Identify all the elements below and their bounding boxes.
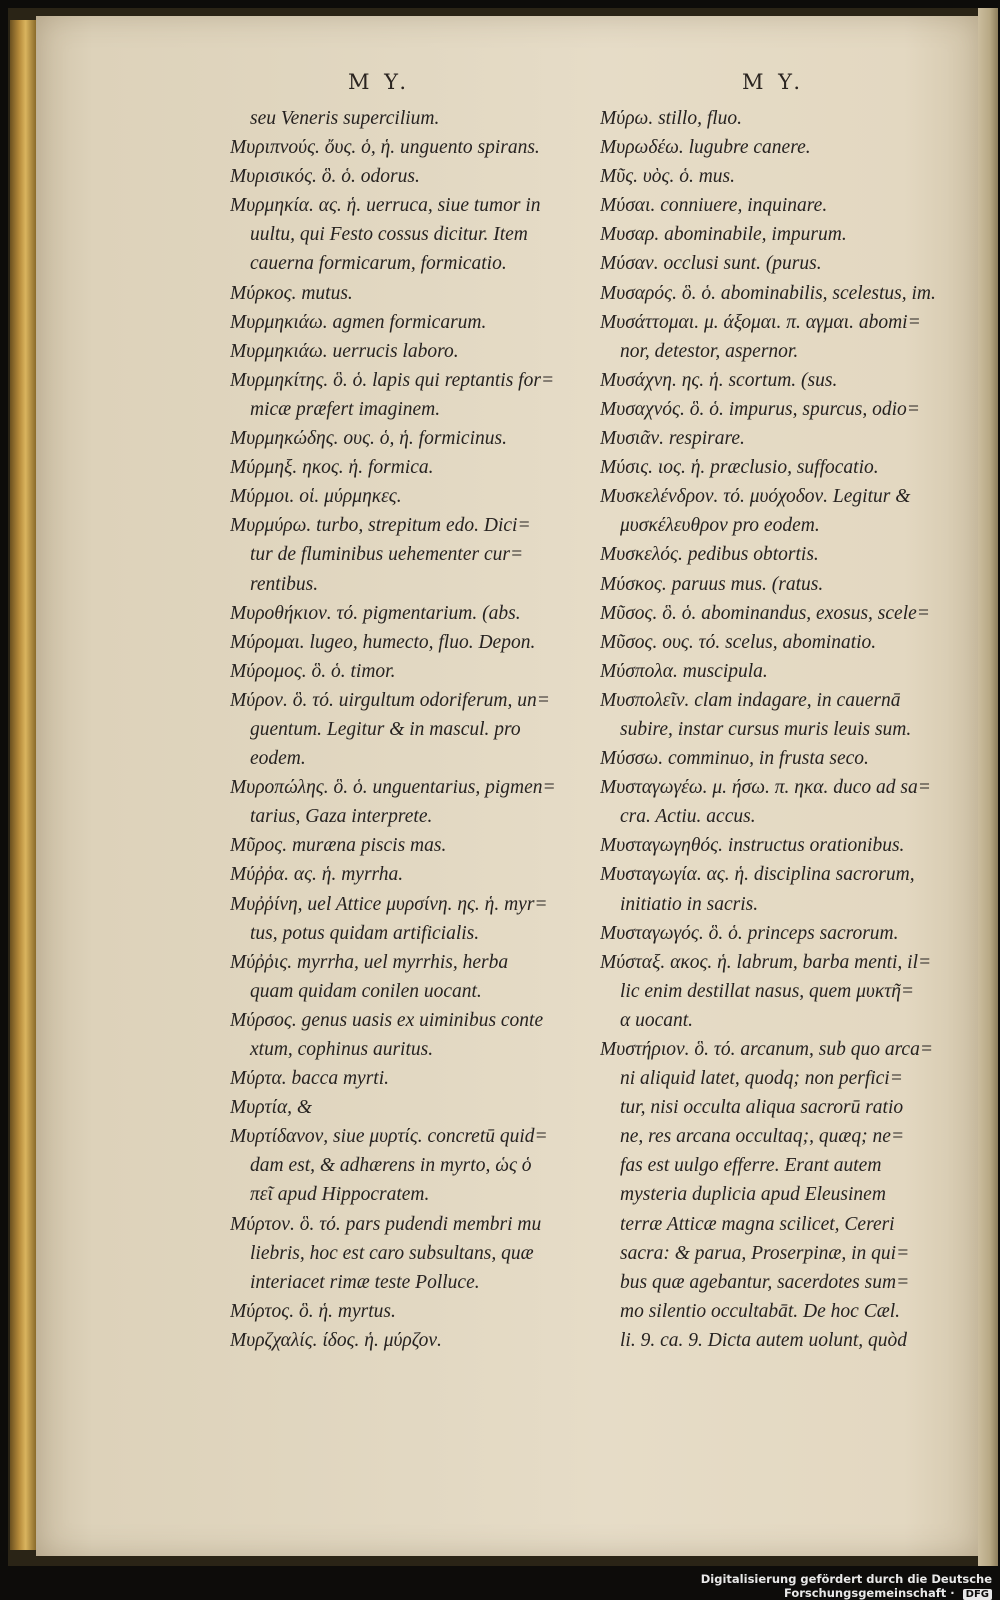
dictionary-line: Μύρσος. genus uasis ex uiminibus conte: [230, 1009, 544, 1031]
running-head-right: M Y.: [742, 70, 805, 94]
running-head-left: M Y.: [348, 70, 411, 94]
dictionary-line: Μυρμηκιάω. uerrucis laboro.: [230, 340, 459, 362]
dictionary-line: terræ Atticæ magna scilicet, Cereri: [620, 1213, 895, 1235]
dictionary-line: Μύσις. ιος. ἡ. præclusio, suffocatio.: [600, 457, 879, 479]
dictionary-line: initiatio in sacris.: [620, 893, 759, 915]
page-edge: [978, 8, 998, 1566]
dictionary-line: Μυριπνούς. ὄυς. ὁ, ἡ. unguento spirans.: [230, 137, 540, 159]
dictionary-line: lic enim destillat nasus, quem μυκτῆ=: [620, 980, 915, 1002]
dictionary-line: Μύσταξ. ακος. ἡ. labrum, barba menti, il=: [600, 951, 932, 973]
digitization-credit: Digitalisierung gefördert durch die Deutsche Forschungsgemeinschaft · DFG: [700, 1572, 992, 1600]
dictionary-line: Μυσκελός. pedibus obtortis.: [600, 544, 819, 566]
dictionary-line: Μυρτίδανον, siue μυρτίς. concretū quid=: [230, 1126, 548, 1148]
dictionary-line: Μῦς. υὸς. ὁ. mus.: [600, 166, 736, 188]
dictionary-line: Μύρτα. bacca myrti.: [230, 1068, 389, 1090]
dictionary-line: Μύῤῥα. ας. ἡ. myrrha.: [230, 864, 404, 886]
dictionary-line: Μῦρος. muræna piscis mas.: [230, 835, 447, 857]
left-column: [230, 104, 570, 1355]
dictionary-line: Μῦσος. ους. τό. scelus, abominatio.: [600, 631, 877, 653]
dictionary-line: subire, instar cursus muris leuis sum.: [620, 718, 912, 740]
dictionary-line: Μυσπολεῖν. clam indagare, in cauernā: [600, 689, 901, 711]
dictionary-line: ne, res arcana occultaq;, quæq; ne=: [620, 1126, 905, 1148]
dictionary-line: Μύρκος. mutus.: [230, 282, 353, 304]
dictionary-line: Μυσιᾶν. respirare.: [600, 428, 745, 450]
dictionary-line: Μυσταγωγός. ὃ. ὁ. princeps sacrorum.: [600, 922, 899, 944]
dictionary-line: Μυσάττομαι. μ. άξομαι. π. αγμαι. abomi=: [600, 311, 921, 333]
dictionary-line: Μυροθήκιον. τό. pigmentarium. (abs.: [230, 602, 521, 624]
dictionary-line: Μυρισικός. ὃ. ὁ. odorus.: [230, 166, 420, 188]
dictionary-line: Μυρωδέω. lugubre canere.: [600, 137, 811, 159]
dictionary-line: bus quæ agebantur, sacerdotes sum=: [620, 1271, 910, 1293]
dictionary-line: guentum. Legitur & in mascul. pro: [250, 718, 521, 740]
dictionary-line: mo silentio occultabāt. De hoc Cæl.: [620, 1300, 901, 1322]
dictionary-line: eodem.: [250, 748, 306, 770]
dictionary-line: Μύρτος. ὃ. ἡ. myrtus.: [230, 1300, 396, 1322]
dictionary-line: Μύρω. stillo, fluo.: [600, 108, 743, 129]
right-column: [600, 104, 948, 1355]
dictionary-line: Μῦσος. ὃ. ὁ. abominandus, exosus, scele=: [600, 602, 930, 624]
dictionary-line: Μυῤῥίνη, uel Attice μυρσίνη. ης. ἡ. myr=: [230, 893, 548, 915]
dictionary-line: Μυσαρός. ὃ. ὁ. abominabilis, scelestus, im.: [600, 282, 936, 304]
dictionary-line: dam est, & adhærens in myrto, ὡς ὁ: [250, 1155, 532, 1177]
dictionary-line: Μύρμηξ. ηκος. ἡ. formica.: [230, 457, 434, 479]
dictionary-line: Μύρον. ὃ. τό. uirgultum odoriferum, un=: [230, 689, 550, 711]
dictionary-line: li. 9. ca. 9. Dicta autem uolunt, quòd: [620, 1329, 908, 1351]
dictionary-line: Μυρμηκώδης. ους. ὁ, ἡ. formicinus.: [230, 428, 507, 450]
dictionary-line: nor, detestor, aspernor.: [620, 340, 799, 362]
dictionary-line: micæ præfert imaginem.: [250, 398, 441, 420]
dictionary-line: Μύσσω. comminuo, in frusta seco.: [600, 748, 869, 770]
dictionary-line: Μυσταγωγηθός. instructus orationibus.: [600, 835, 905, 857]
dictionary-line: Μυσαρ. abominabile, impurum.: [600, 224, 847, 246]
dictionary-line: Μύσπολα. muscipula.: [600, 660, 768, 682]
dictionary-line: Μυρμηκία. ας. ἡ. uerruca, siue tumor in: [230, 195, 541, 217]
dictionary-line: μυσκέλευθρον pro eodem.: [620, 515, 820, 537]
dictionary-line: tur de fluminibus uehementer cur=: [250, 544, 524, 566]
dictionary-line: πεῖ apud Hippocratem.: [250, 1184, 430, 1206]
dictionary-line: tus, potus quidam artificialis.: [250, 922, 480, 944]
dictionary-line: Μύρομαι. lugeo, humecto, fluo. Depon.: [230, 631, 536, 653]
dictionary-line: Μυσαχνός. ὃ. ὁ. impurus, spurcus, odio=: [600, 398, 920, 420]
dictionary-line: α uocant.: [620, 1009, 694, 1031]
dictionary-line: uultu, qui Festo cossus dicitur. Item: [250, 224, 528, 246]
dictionary-line: Μυροπώλης. ὃ. ὁ. unguentarius, pigmen=: [230, 777, 556, 799]
dictionary-line: ni aliquid latet, quodq; non perfici=: [620, 1068, 903, 1090]
dictionary-line: Μυσταγωγία. ας. ἡ. disciplina sacrorum,: [600, 864, 915, 886]
dictionary-line: Μυρμηκιάω. agmen formicarum.: [230, 311, 487, 333]
dictionary-line: Μυρμύρω. turbo, strepitum edo. Dici=: [230, 515, 531, 537]
dictionary-line: tarius, Gaza interprete.: [250, 806, 433, 828]
dictionary-line: Μυσκελένδρον. τό. μυόχοδον. Legitur &: [600, 486, 911, 508]
dictionary-line: Μύρομος. ὃ. ὁ. timor.: [230, 660, 396, 682]
dictionary-line: sacra: & parua, Proserpinæ, in qui=: [620, 1242, 910, 1264]
dictionary-line: quam quidam conilen uocant.: [250, 980, 482, 1002]
dictionary-line: Μύσκος. paruus mus. (ratus.: [600, 573, 824, 595]
dictionary-line: tur, nisi occulta aliqua sacrorū ratio: [620, 1097, 904, 1119]
dictionary-line: cra. Actiu. accus.: [620, 806, 756, 828]
dictionary-line: Μύρτον. ὃ. τό. pars pudendi membri mu: [230, 1213, 542, 1235]
dictionary-line: Μυρτία, &: [230, 1097, 313, 1119]
dfg-logo: DFG: [963, 1589, 992, 1600]
dictionary-line: rentibus.: [250, 573, 319, 595]
dictionary-line: Μυρζχαλίς. ίδος. ἡ. μύρζον.: [230, 1329, 442, 1351]
dictionary-line: Μυρμηκίτης. ὃ. ὁ. lapis qui reptantis for=: [230, 369, 555, 391]
credit-text: Digitalisierung gefördert durch die Deutsche Forschungsgemeinschaft: [700, 1572, 992, 1600]
dictionary-line: xtum, cophinus auritus.: [250, 1039, 434, 1060]
dictionary-line: mysteria duplicia apud Eleusinem: [620, 1184, 886, 1206]
dictionary-line: seu Veneris supercilium.: [250, 108, 440, 129]
dictionary-line: Μύσαν. occlusi sunt. (purus.: [600, 253, 822, 275]
dictionary-line: fas est uulgo efferre. Erant autem: [620, 1155, 882, 1177]
dictionary-line: Μύρμοι. οἱ. μύρμηκες.: [230, 486, 402, 508]
dictionary-line: Μυσάχνη. ης. ἡ. scortum. (sus.: [600, 369, 838, 391]
dictionary-line: Μυσταγωγέω. μ. ήσω. π. ηκα. duco ad sa=: [600, 777, 931, 799]
dictionary-line: cauerna formicarum, formicatio.: [250, 253, 507, 275]
dictionary-line: liebris, hoc est caro subsultans, quæ: [250, 1242, 534, 1264]
dictionary-line: interiacet rimæ teste Polluce.: [250, 1271, 480, 1293]
dictionary-line: Μυστήριον. ὃ. τό. arcanum, sub quo arca=: [600, 1039, 933, 1060]
dictionary-line: Μύῤῥις. myrrha, uel myrrhis, herba: [230, 951, 509, 973]
dictionary-line: Μύσαι. conniuere, inquinare.: [600, 195, 828, 217]
gilt-edge: [10, 20, 36, 1550]
